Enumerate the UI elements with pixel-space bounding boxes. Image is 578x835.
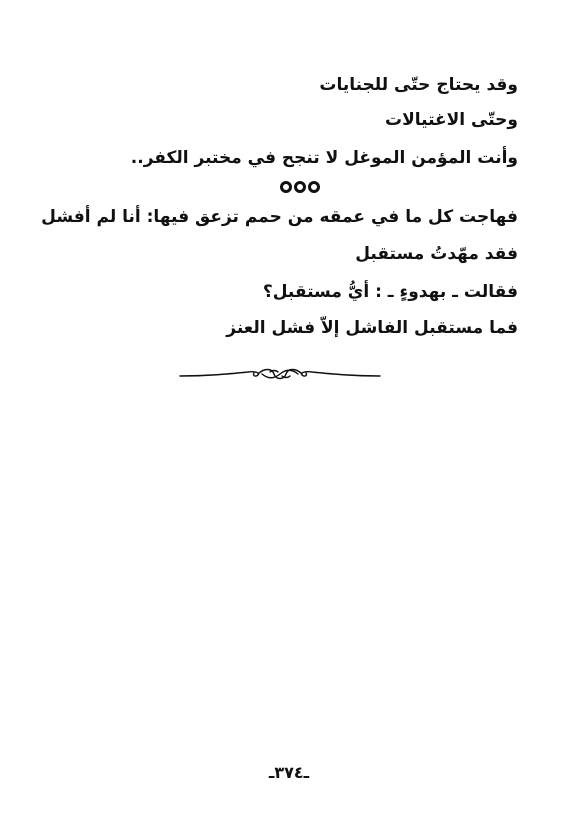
text-line-5: فقد مهّدتُ مستقبل [355, 244, 518, 264]
ornament-divider-icon [178, 364, 382, 384]
text-line-7: فما مستقبل الفاشل إلاّ فشل العنز [226, 318, 518, 338]
text-line-2: وحتّى الاغتيالات [385, 110, 518, 130]
text-line-6: فقالت ـ بهدوءٍ ـ : أيُّ مستقبل؟ [262, 282, 518, 302]
section-separator-icon [270, 179, 330, 195]
text-line-1: وقد يحتاج حتّى للجنايات [319, 75, 518, 95]
page-number: ـ٣٧٤ـ [268, 763, 310, 782]
text-line-3: وأنت المؤمن الموغل لا تنجح في مختبر الكفر.. [130, 148, 518, 168]
text-line-4: فهاجت كل ما في عمقه من حمم تزعق فيها: أنا لم أفشل [41, 207, 518, 227]
